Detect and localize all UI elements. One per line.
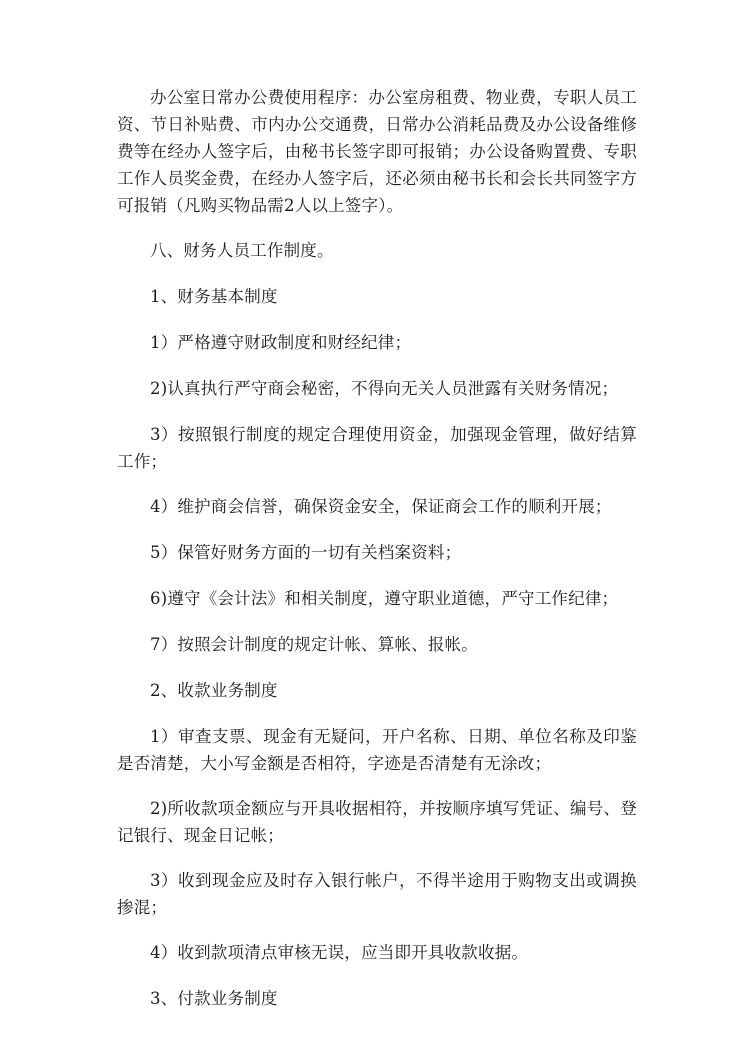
- list-item-basic-7: 7）按照会计制度的规定计帐、算帐、报帐。: [150, 635, 478, 654]
- list-item-basic-2: 2)认真执行严守商会秘密，不得向无关人员泄露有关财务情况；: [150, 379, 619, 398]
- list-item-basic-1: 1）严格遵守财政制度和财经纪律；: [150, 333, 412, 352]
- subsection-heading-receipts: 2、收款业务制度: [150, 681, 278, 700]
- list-item-basic-6: 6)遵守《会计法》和相关制度，遵守职业道德，严守工作纪律；: [150, 589, 619, 608]
- list-item-receipts-3: 3）收到现金应及时存入银行帐户，不得半途用于购物支出或调换掺混；: [117, 871, 637, 917]
- list-item-receipts-2: 2)所收款项金额应与开具收据相符，并按顺序填写凭证、编号、登记银行、现金日记帐；: [117, 799, 637, 845]
- document-body: [117, 84, 637, 1031]
- paragraph-office-expense-procedure: 办公室日常办公费使用程序：办公室房租费、物业费，专职人员工资、节日补贴费、市内办公交通费，日常办公消耗品费及办公设备维修费等在经办人签字后，由秘书长签字即可报销；办公设备购置费、专职工作人员奖金费，在经办人签字后，还必须由秘书长和会长共同签字方可报销（凡购买物品需2人以上签字）。: [117, 88, 637, 215]
- subsection-heading-basic-rules: 1、财务基本制度: [150, 287, 278, 306]
- subsection-heading-payments: 3、付款业务制度: [150, 989, 278, 1008]
- list-item-basic-4: 4）维护商会信誉，确保资金安全，保证商会工作的顺利开展；: [150, 497, 612, 516]
- list-item-receipts-1: 1）审查支票、现金有无疑问，开户名称、日期、单位名称及印鉴是否清楚，大小写金额是否相符，字迹是否清楚有无涂改；: [117, 727, 637, 773]
- list-item-receipts-4: 4）收到款项清点审核无误，应当即开具收款收据。: [150, 943, 529, 962]
- list-item-basic-3: 3）按照银行制度的规定合理使用资金，加强现金管理，做好结算工作；: [117, 425, 637, 471]
- section-heading-finance-staff-rules: 八、财务人员工作制度。: [150, 241, 334, 260]
- list-item-basic-5: 5）保管好财务方面的一切有关档案资料；: [150, 543, 462, 562]
